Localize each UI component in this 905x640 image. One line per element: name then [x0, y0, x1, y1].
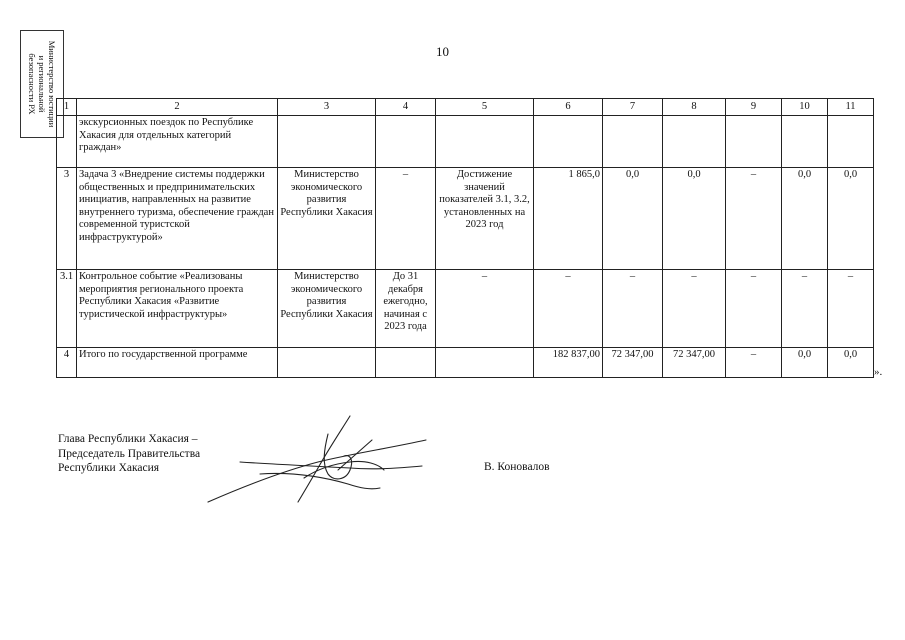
row-value: 0,0: [782, 348, 828, 378]
row-executor: Министерство экономического развития Республики Хакасия: [278, 270, 376, 348]
row-value: 0,0: [828, 348, 874, 378]
row-executor: [278, 348, 376, 378]
table-total-row: [57, 348, 874, 378]
handwritten-signature: [200, 410, 440, 510]
header-cell: 4: [376, 99, 436, 116]
row-value: [828, 116, 874, 168]
row-name: экскурсионных поездок по Республике Хакасия для отдельных категорий граждан»: [77, 116, 278, 168]
row-name: Задача 3 «Внедрение системы поддержки общественных и предпринимательских инициатив, направленных на развитие внутреннего туризма, обеспечение граждан современной туристской инфраструктурой»: [77, 168, 278, 270]
row-value: 1 865,0: [534, 168, 603, 270]
row-value: [603, 116, 663, 168]
header-cell: 7: [603, 99, 663, 116]
header-cell: 11: [828, 99, 874, 116]
row-value: [782, 116, 828, 168]
row-value: [726, 116, 782, 168]
row-value: 182 837,00: [534, 348, 603, 378]
row-name: Контрольное событие «Реализованы мероприятия регионального проекта Республики Хакасия «Развитие туристической инфраструктуры»: [77, 270, 278, 348]
row-result: [436, 348, 534, 378]
header-cell: 5: [436, 99, 534, 116]
header-cell: 8: [663, 99, 726, 116]
page-number: 10: [436, 44, 449, 59]
row-deadline: [376, 348, 436, 378]
header-cell: 2: [77, 99, 278, 116]
row-number: [57, 116, 77, 168]
row-deadline: До 31 декабря ежегодно, начиная с 2023 года: [376, 270, 436, 348]
row-value: –: [603, 270, 663, 348]
row-number: 3: [57, 168, 77, 270]
signer-position-line: Республики Хакасия: [58, 462, 160, 474]
row-number: 3.1: [57, 270, 77, 348]
row-value: –: [726, 270, 782, 348]
row-value: –: [726, 348, 782, 378]
closing-quote-mark: ».: [874, 366, 883, 378]
row-value: –: [663, 270, 726, 348]
row-value: 72 347,00: [663, 348, 726, 378]
row-deadline: –: [376, 168, 436, 270]
row-value: –: [726, 168, 782, 270]
row-value: [534, 116, 603, 168]
stamp-text: Министерство юстиции и региональной безопасности РХ: [27, 40, 57, 128]
row-executor: Министерство экономического развития Республики Хакасия: [278, 168, 376, 270]
row-result: [436, 116, 534, 168]
row-name: Итого по государственной программе: [77, 348, 278, 378]
row-value: –: [828, 270, 874, 348]
row-number: 4: [57, 348, 77, 378]
row-value: 0,0: [663, 168, 726, 270]
row-value: [663, 116, 726, 168]
table-row: [57, 168, 874, 270]
header-cell: 10: [782, 99, 828, 116]
row-deadline: [376, 116, 436, 168]
header-cell: 3: [278, 99, 376, 116]
row-value: 0,0: [828, 168, 874, 270]
row-result: –: [436, 270, 534, 348]
row-value: –: [782, 270, 828, 348]
signer-name: В. Коновалов: [484, 461, 550, 473]
row-value: 0,0: [603, 168, 663, 270]
signer-position-line: Глава Республики Хакасия –: [58, 433, 198, 445]
header-cell: 6: [534, 99, 603, 116]
table-row: [57, 116, 874, 168]
table-row: [57, 270, 874, 348]
signer-position-line: Председатель Правительства: [58, 447, 201, 460]
row-result: Достижение значений показателей 3.1, 3.2, установленных на 2023 год: [436, 168, 534, 270]
header-cell: 9: [726, 99, 782, 116]
table-header-row: [57, 99, 874, 116]
row-value: –: [534, 270, 603, 348]
row-value: 72 347,00: [603, 348, 663, 378]
row-executor: [278, 116, 376, 168]
signer-position: [58, 432, 200, 476]
header-cell: 1: [57, 99, 77, 116]
program-table: [56, 98, 874, 378]
row-value: 0,0: [782, 168, 828, 270]
